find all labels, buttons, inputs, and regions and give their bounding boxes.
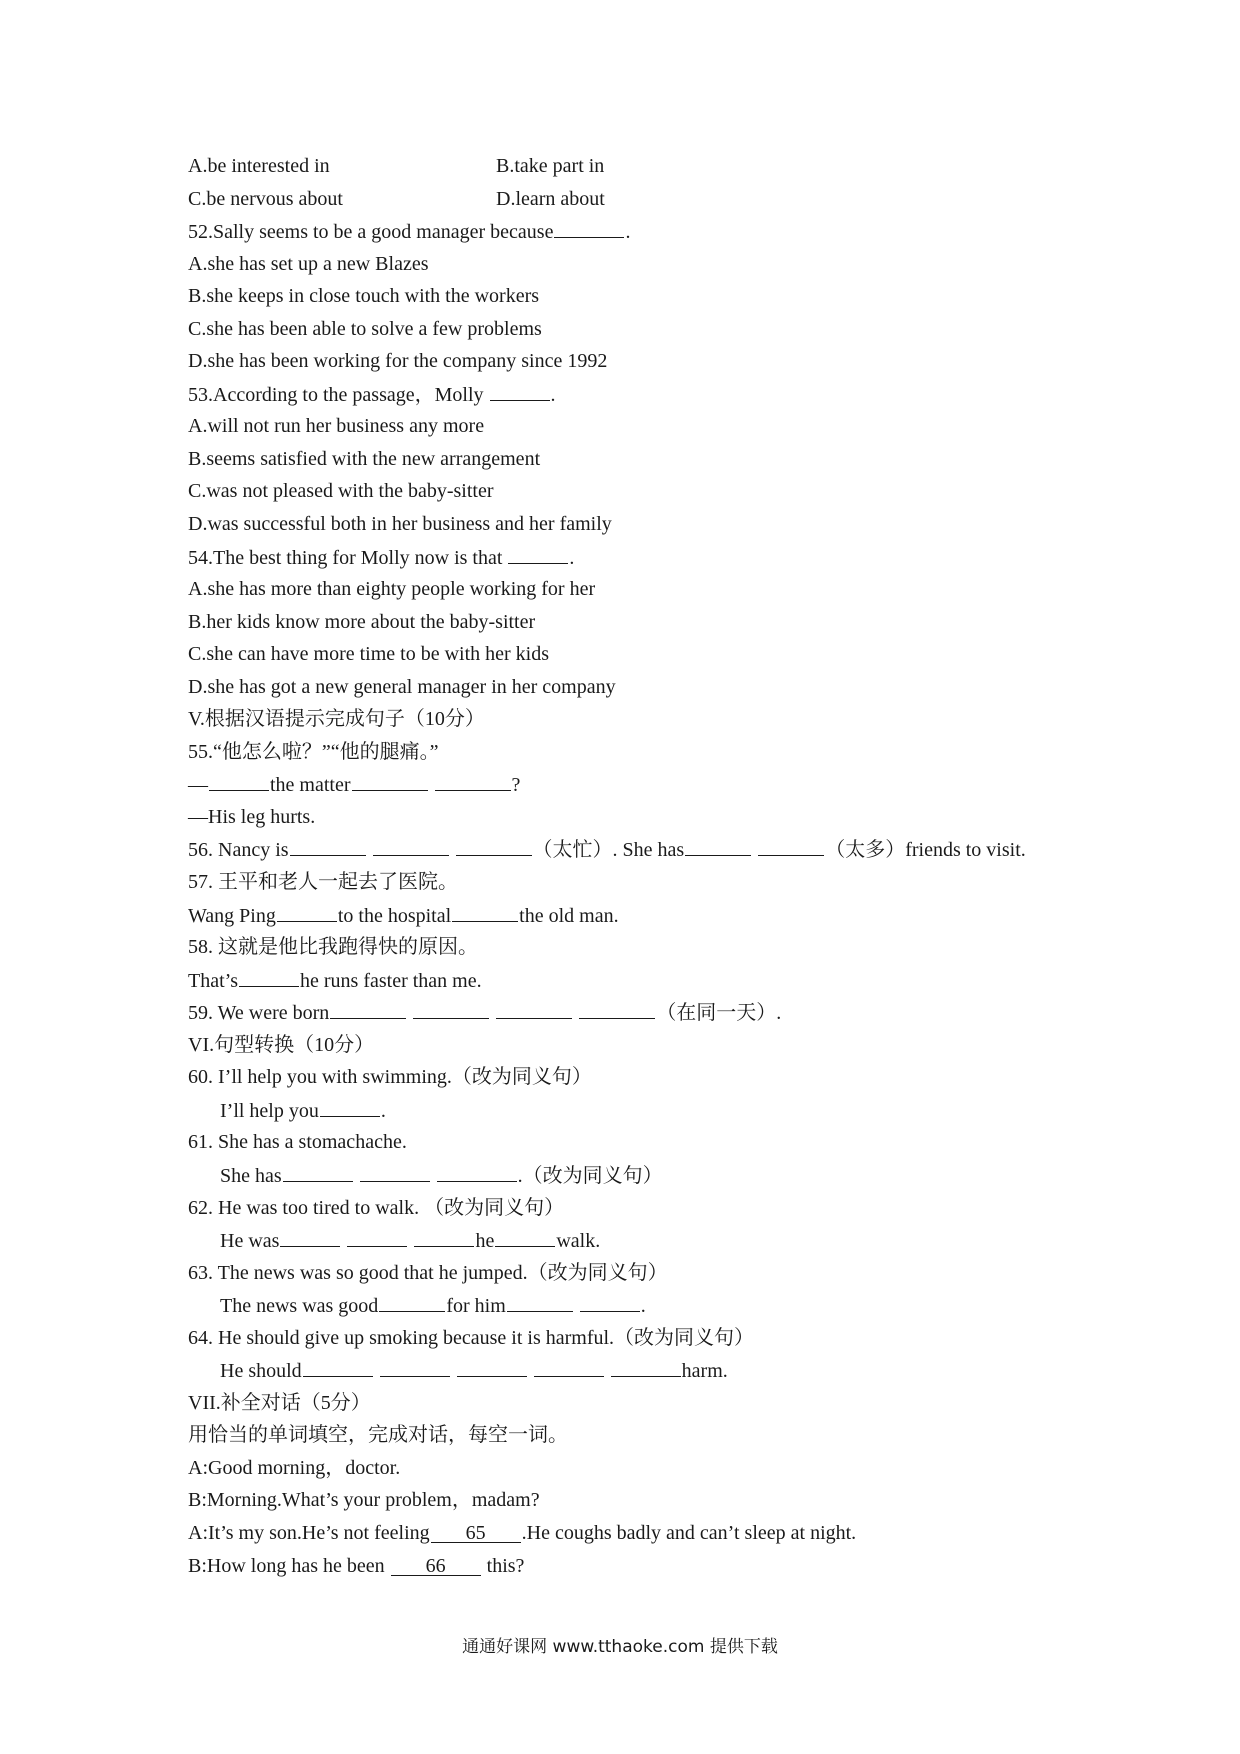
q62-text-b: he — [475, 1230, 495, 1253]
q61-text-a: She has — [220, 1164, 282, 1187]
q52-answer-blank[interactable] — [554, 215, 624, 238]
q54-option-a: A.she has more than eighty people working for her — [188, 578, 596, 601]
q53-option-d: D.was successful both in her business and her family — [188, 513, 612, 536]
q61-text-b: .（改为同义句） — [517, 1164, 663, 1187]
section-6-title: VI.句型转换（10分） — [188, 1033, 375, 1056]
q60-stem: 60. I’ll help you with swimming.（改为同义句） — [188, 1066, 592, 1089]
q60-text-b: . — [380, 1099, 386, 1122]
q56-blank-4[interactable] — [685, 833, 751, 856]
q52-option-b: B.she keeps in close touch with the workers — [188, 285, 540, 308]
q55-sentence — [188, 768, 1088, 801]
q58-blank-1[interactable] — [239, 964, 299, 987]
q57-text-c: the old man. — [519, 904, 619, 927]
q53-answer-blank[interactable] — [490, 378, 550, 401]
q61-blank-2[interactable] — [360, 1159, 430, 1182]
q53-stem — [188, 378, 1088, 411]
dialog-line-3 — [188, 1517, 1088, 1550]
dialog-line-4 — [188, 1550, 1088, 1583]
section-5-title: V.根据汉语提示完成句子（10分） — [188, 708, 485, 731]
q52-end: . — [625, 221, 631, 244]
q59-blank-3[interactable] — [496, 996, 572, 1019]
q51-options-row1 — [188, 150, 1088, 183]
q57-text-a: Wang Ping — [188, 904, 276, 927]
q57-sentence — [188, 899, 1088, 932]
q58-sentence — [188, 964, 1088, 997]
q62-answer — [188, 1224, 1088, 1257]
q52-option-d: D.she has been working for the company since 1992 — [188, 350, 608, 373]
q64-blank-5[interactable] — [611, 1354, 681, 1377]
q52-stem-text: 52.Sally seems to be a good manager because — [188, 221, 554, 244]
q54-option-b: B.her kids know more about the baby-sitter — [188, 610, 536, 633]
q62-blank-1[interactable] — [280, 1224, 340, 1247]
q57-text-b: to the hospital — [337, 904, 452, 927]
q61-stem: 61. She has a stomachache. — [188, 1131, 407, 1154]
q64-text-a: He should — [220, 1360, 302, 1383]
q59-text-b: （在同一天）. — [656, 1002, 782, 1025]
q63-answer — [188, 1289, 1088, 1322]
q57-chinese: 57. 王平和老人一起去了医院。 — [188, 871, 458, 894]
q61-answer — [188, 1159, 1088, 1192]
q55-answer-line: —His leg hurts. — [188, 805, 316, 828]
q56-blank-2[interactable] — [373, 833, 449, 856]
q64-answer — [188, 1354, 1088, 1387]
q55-blank-1[interactable] — [209, 768, 269, 791]
q51-options-row2 — [188, 183, 1088, 216]
q64-blank-4[interactable] — [534, 1354, 604, 1377]
dialog-line-2: B:Morning.What’s your problem，madam? — [188, 1489, 540, 1512]
q58-chinese: 58. 这就是他比我跑得快的原因。 — [188, 936, 478, 959]
q56-blank-1[interactable] — [290, 833, 366, 856]
q64-blank-2[interactable] — [380, 1354, 450, 1377]
dialog-line-1: A:Good morning，doctor. — [188, 1456, 401, 1479]
q59-blank-4[interactable] — [579, 996, 655, 1019]
q59-text-a: 59. We were born — [188, 1002, 330, 1025]
q53-stem-text: 53.According to the passage，Molly — [188, 383, 489, 406]
q55-chinese: 55.“他怎么啦？”“他的腿痛。” — [188, 740, 439, 763]
q62-blank-2[interactable] — [347, 1224, 407, 1247]
q63-blank-3[interactable] — [580, 1289, 640, 1312]
dialog-blank-65[interactable]: 65 — [431, 1520, 521, 1543]
q64-blank-3[interactable] — [457, 1354, 527, 1377]
exam-page — [188, 150, 1088, 1582]
q59-blank-1[interactable] — [330, 996, 406, 1019]
page-footer: 通通好课网 www.tthaoke.com 提供下载 — [462, 1637, 778, 1657]
q59-blank-2[interactable] — [413, 996, 489, 1019]
q62-blank-4[interactable] — [495, 1224, 555, 1247]
q52-stem — [188, 215, 1088, 248]
q56-text-b: （太忙）. She has — [532, 839, 685, 862]
dialog-line-4-text-a: B:How long has he been — [188, 1554, 390, 1577]
q56-blank-5[interactable] — [758, 833, 824, 856]
q51-option-d: D.learn about — [496, 187, 605, 210]
q54-stem — [188, 541, 1088, 574]
q51-option-a: A.be interested in — [188, 155, 330, 177]
q53-option-b: B.seems satisfied with the new arrangement — [188, 447, 541, 470]
q62-stem: 62. He was too tired to walk. （改为同义句） — [188, 1196, 565, 1219]
q53-end: . — [550, 383, 556, 406]
q54-end: . — [569, 546, 575, 569]
q61-blank-1[interactable] — [283, 1159, 353, 1182]
q55-mid-text: the matter — [270, 774, 351, 797]
q54-stem-text: 54.The best thing for Molly now is that — [188, 546, 508, 569]
q57-blank-1[interactable] — [277, 899, 337, 922]
q51-option-c: C.be nervous about — [188, 187, 343, 210]
q53-option-c: C.was not pleased with the baby-sitter — [188, 480, 494, 503]
q52-option-c: C.she has been able to solve a few problems — [188, 317, 542, 340]
q55-end: ? — [511, 774, 521, 797]
q53-option-a: A.will not run her business any more — [188, 415, 485, 438]
q61-blank-3[interactable] — [437, 1159, 517, 1182]
q55-dash: — — [188, 774, 208, 797]
q51-option-b: B.take part in — [496, 155, 605, 177]
q56-text-c: （太多）friends to visit. — [825, 839, 1026, 862]
q63-text-b: for him — [446, 1295, 506, 1318]
q58-text-a: That’s — [188, 969, 238, 992]
section-7-instruction: 用恰当的单词填空，完成对话，每空一词。 — [188, 1424, 568, 1447]
dialog-line-3-text-a: A:It’s my son.He’s not feeling — [188, 1521, 430, 1544]
q62-text-a: He was — [220, 1230, 280, 1253]
q56-text-a: 56. Nancy is — [188, 839, 289, 862]
q62-blank-3[interactable] — [414, 1224, 474, 1247]
q58-text-b: he runs faster than me. — [300, 969, 482, 992]
q55-blank-2[interactable] — [352, 768, 428, 791]
dialog-line-4-text-b: this? — [481, 1554, 525, 1577]
q62-text-c: walk. — [556, 1230, 601, 1253]
q52-option-a: A.she has set up a new Blazes — [188, 252, 429, 275]
q60-text-a: I’ll help you — [220, 1099, 319, 1122]
q59-sentence — [188, 996, 1088, 1029]
q63-text-a: The news was good — [220, 1295, 379, 1318]
q60-blank-1[interactable] — [320, 1094, 380, 1117]
q60-answer — [188, 1094, 1088, 1127]
q63-stem: 63. The news was so good that he jumped.（改为同义句） — [188, 1261, 668, 1284]
dialog-blank-66[interactable]: 66 — [391, 1553, 481, 1576]
q63-blank-1[interactable] — [379, 1289, 445, 1312]
q63-text-c: . — [640, 1295, 646, 1318]
q54-option-c: C.she can have more time to be with her kids — [188, 643, 550, 666]
q57-blank-2[interactable] — [452, 899, 518, 922]
q54-option-d: D.she has got a new general manager in her company — [188, 675, 616, 698]
q54-answer-blank[interactable] — [508, 541, 568, 564]
q64-stem: 64. He should give up smoking because it is harmful.（改为同义句） — [188, 1326, 755, 1349]
q63-blank-2[interactable] — [507, 1289, 573, 1312]
dialog-line-3-text-b: .He coughs badly and can’t sleep at night. — [521, 1521, 857, 1544]
q64-text-b: harm. — [681, 1360, 728, 1383]
q56-blank-3[interactable] — [456, 833, 532, 856]
section-7-title: VII.补全对话（5分） — [188, 1391, 371, 1414]
q55-blank-3[interactable] — [435, 768, 511, 791]
q64-blank-1[interactable] — [303, 1354, 373, 1377]
q56-sentence — [188, 833, 1088, 866]
